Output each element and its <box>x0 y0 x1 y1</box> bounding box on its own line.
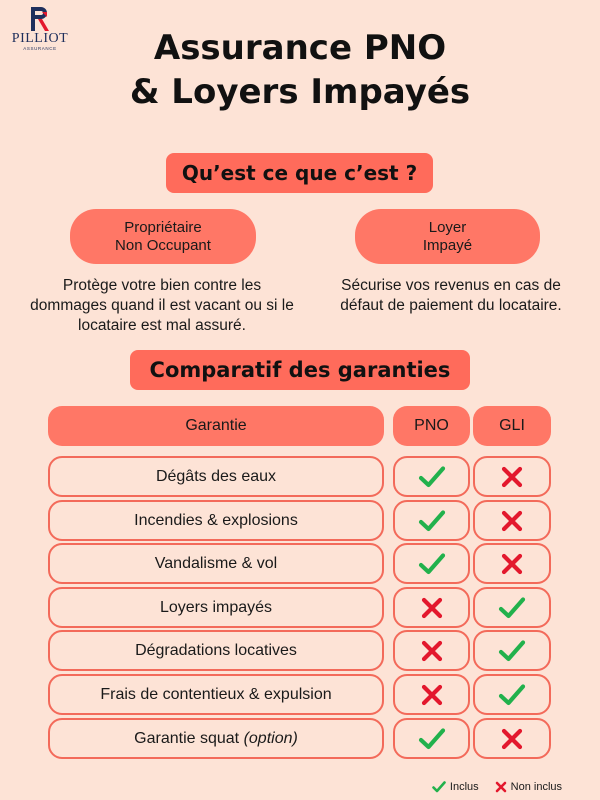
column-header-garantie: Garantie <box>48 406 384 446</box>
guarantee-name-cell <box>48 630 384 671</box>
guarantee-name: Vandalisme & vol <box>154 554 278 572</box>
title-line-2: & Loyers Impayés <box>129 72 471 112</box>
check-icon <box>418 727 446 751</box>
guarantee-name-cell <box>48 587 384 628</box>
gli-status-cell <box>473 587 551 628</box>
column-header-gli: GLI <box>473 406 551 446</box>
check-icon <box>418 509 446 533</box>
pno-status-cell <box>393 630 470 671</box>
guarantee-name-cell <box>48 674 384 715</box>
column-header-pno: PNO <box>393 406 470 446</box>
check-icon <box>418 465 446 489</box>
title-line-1: Assurance PNO <box>153 28 447 68</box>
gli-status-cell <box>473 543 551 584</box>
guarantee-name: Garantie squat <box>134 729 240 747</box>
guarantee-name: Dégradations locatives <box>135 641 297 659</box>
pno-status-cell <box>393 456 470 497</box>
gli-type-pill <box>355 209 540 264</box>
pno-label-line-1: Propriétaire <box>124 218 202 236</box>
logo-name: PILLIOT <box>11 31 69 46</box>
section-heading-comparison: Comparatif des garanties <box>130 350 470 390</box>
pno-label-line-2: Non Occupant <box>115 236 211 254</box>
pno-status-cell <box>393 674 470 715</box>
gli-label-line-1: Loyer <box>428 218 467 236</box>
check-icon <box>498 596 526 620</box>
gli-status-cell <box>473 456 551 497</box>
gli-status-cell <box>473 630 551 671</box>
legend <box>432 779 562 795</box>
section-heading-what: Qu’est ce que c’est ? <box>166 153 433 193</box>
pno-status-cell <box>393 587 470 628</box>
check-icon <box>498 683 526 707</box>
guarantee-name: Dégâts des eaux <box>155 467 277 485</box>
guarantee-name: Incendies & explosions <box>134 511 298 529</box>
legend-not-included-label: Non inclus <box>510 781 562 793</box>
pno-type-pill <box>70 209 256 264</box>
check-icon <box>498 639 526 663</box>
gli-status-cell <box>473 718 551 759</box>
pno-status-cell <box>393 500 470 541</box>
guarantee-option-note: (option) <box>243 729 298 747</box>
gli-description: Sécurise vos revenus en cas de défaut de paiement du locataire. <box>340 277 562 314</box>
guarantee-name: Frais de contentieux & expulsion <box>100 685 332 703</box>
guarantee-name-cell <box>48 500 384 541</box>
logo-subtitle: ASSURANCE <box>23 46 57 51</box>
guarantee-name-cell <box>48 718 384 759</box>
cross-icon <box>501 728 523 750</box>
check-icon <box>418 552 446 576</box>
cross-icon <box>501 510 523 532</box>
cross-icon <box>421 597 443 619</box>
cross-icon <box>495 781 507 793</box>
guarantee-name-cell <box>48 543 384 584</box>
cross-icon <box>501 553 523 575</box>
check-icon <box>432 781 446 793</box>
guarantee-name-cell <box>48 456 384 497</box>
pno-status-cell <box>393 543 470 584</box>
gli-label-line-2: Impayé <box>422 236 473 254</box>
legend-included-label: Inclus <box>449 781 479 793</box>
gli-status-cell <box>473 674 551 715</box>
page-title <box>0 26 600 114</box>
cross-icon <box>421 684 443 706</box>
gli-status-cell <box>473 500 551 541</box>
pno-status-cell <box>393 718 470 759</box>
guarantee-name: Loyers impayés <box>159 598 273 616</box>
pno-description: Protège votre bien contre les dommages quand il est vacant ou si le locataire est mal assuré. <box>30 277 294 334</box>
cross-icon <box>501 466 523 488</box>
cross-icon <box>421 640 443 662</box>
